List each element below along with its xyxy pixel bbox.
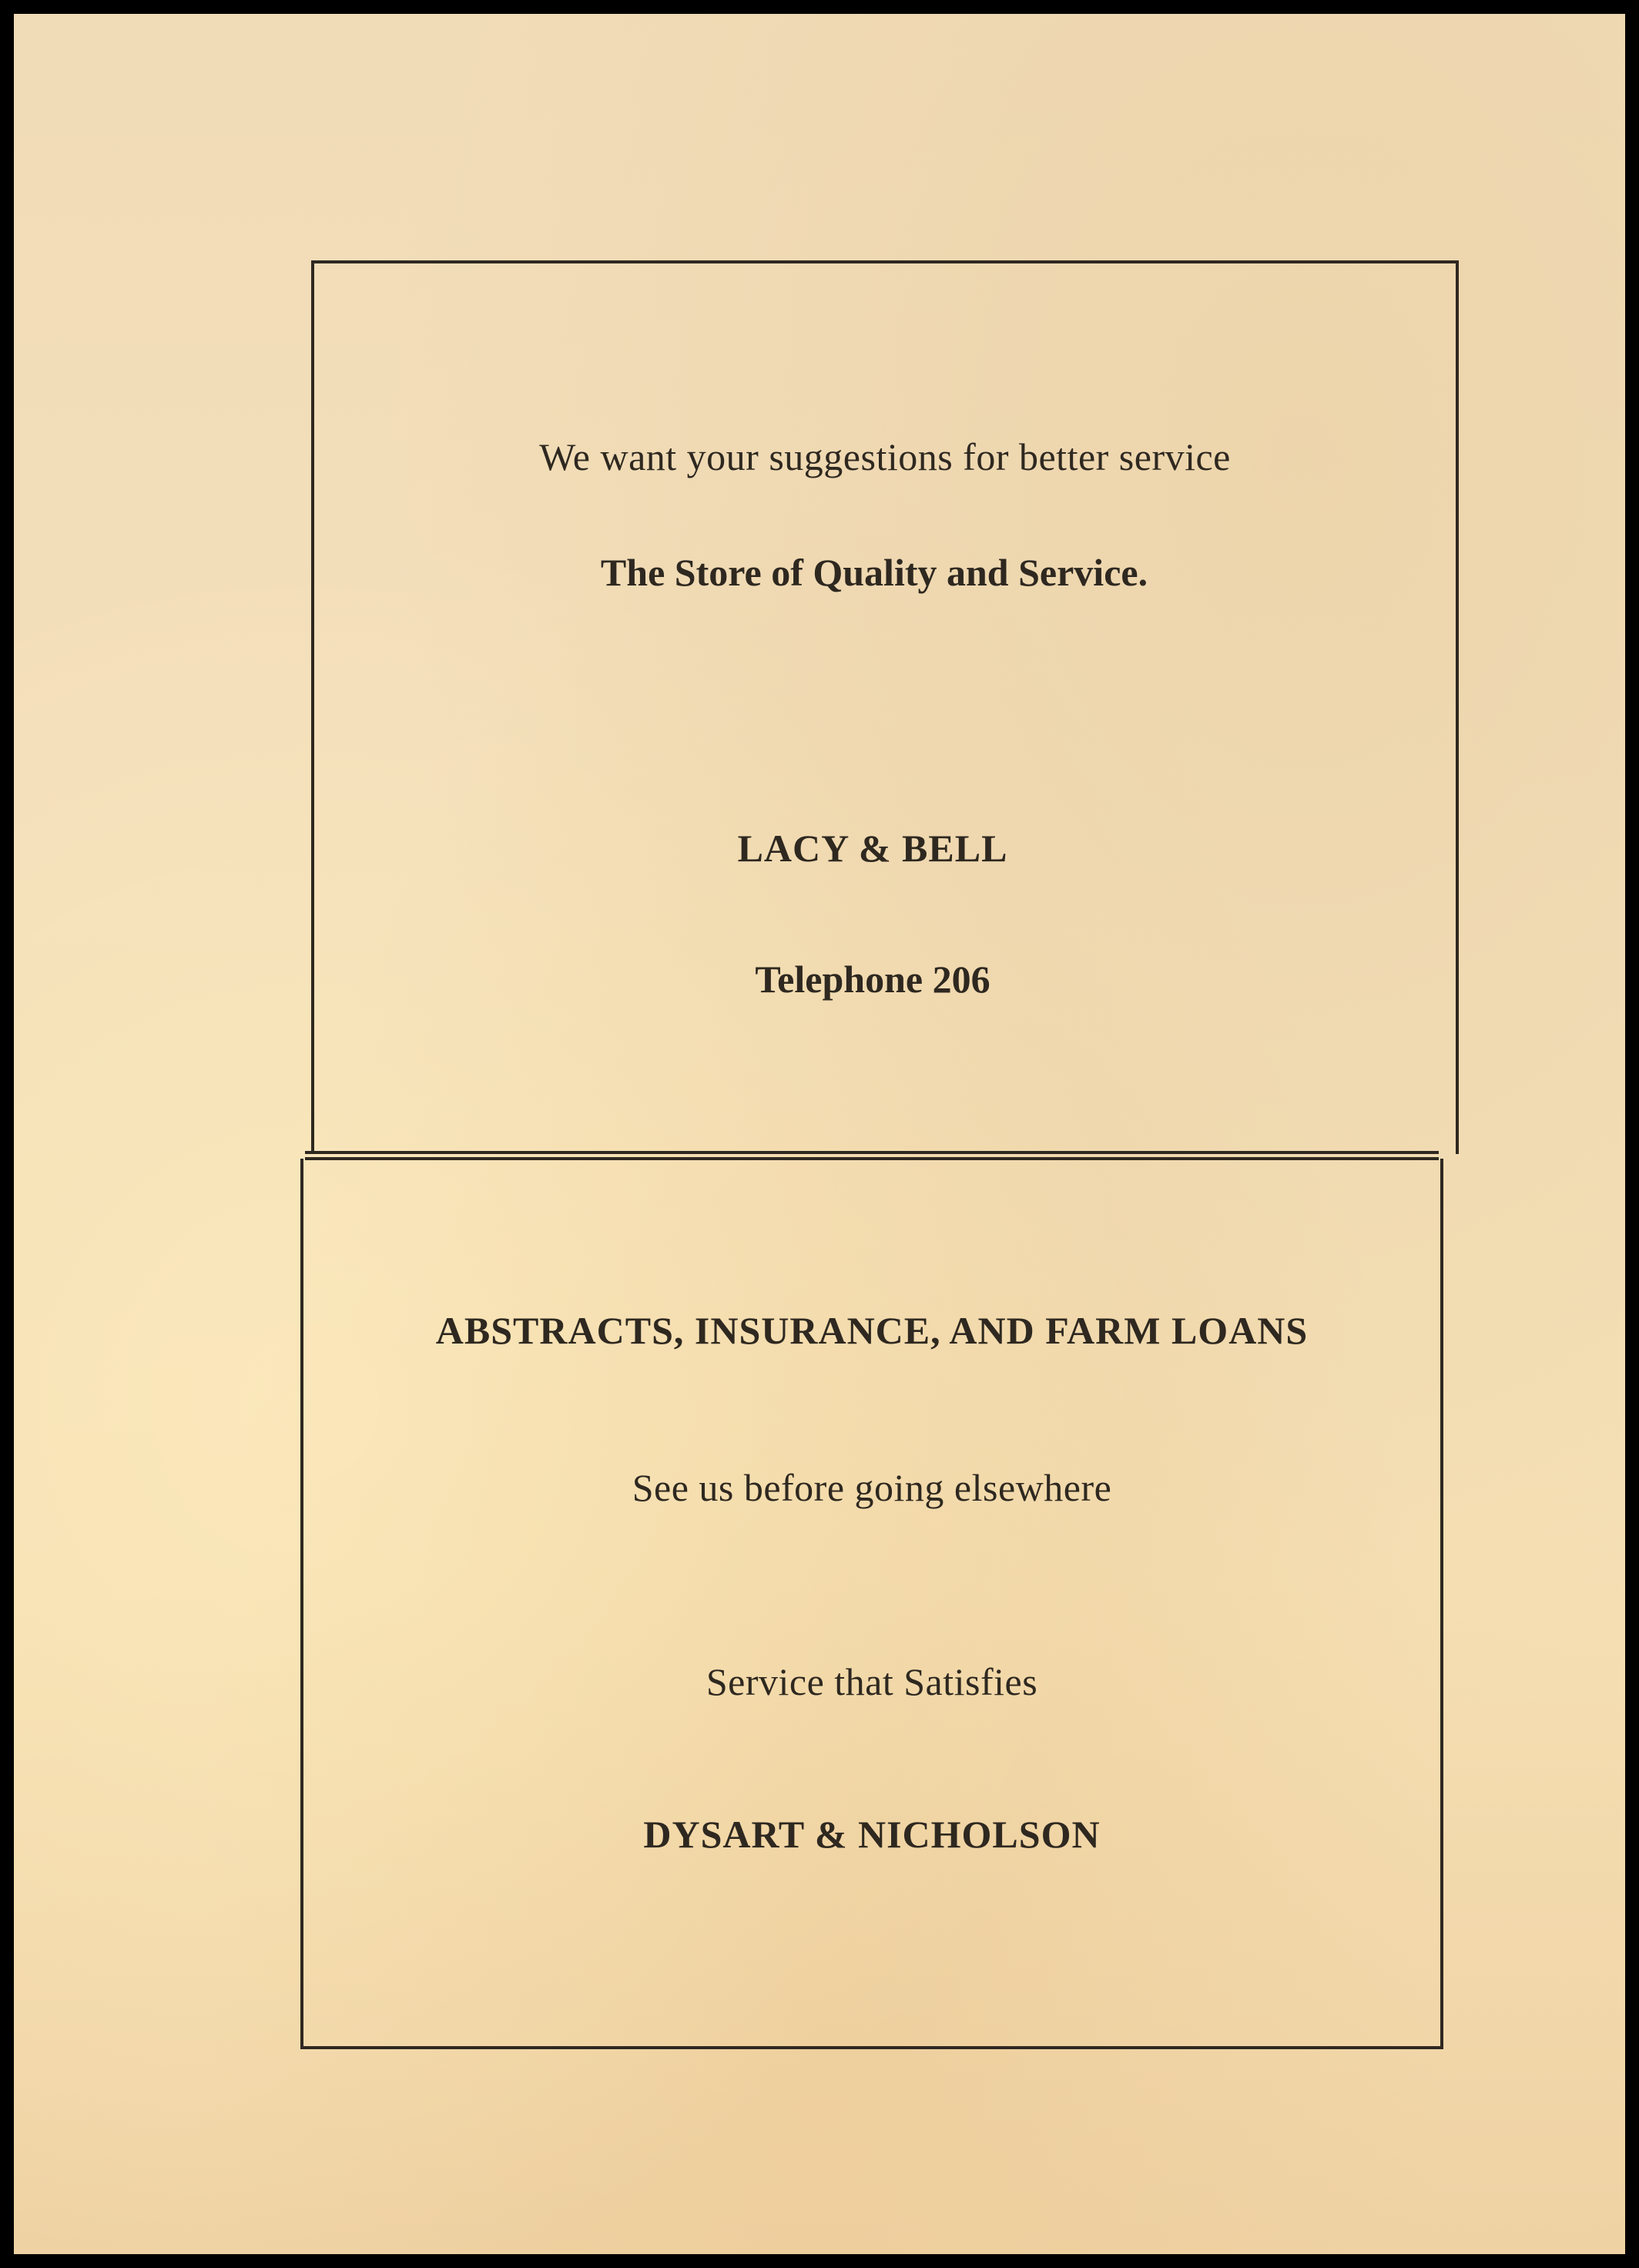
ad-lacy-bell — [311, 260, 1459, 1154]
document-page — [14, 14, 1625, 2254]
ad-store-tagline: The Store of Quality and Service. — [600, 551, 1148, 594]
ad-suggestions-line: We want your suggestions for better service — [539, 435, 1231, 478]
ad-service-tagline: Service that Satisfies — [706, 1660, 1038, 1703]
ad-firm-name-dysart-nicholson: DYSART & NICHOLSON — [643, 1813, 1101, 1856]
ad-services-headline: ABSTRACTS, INSURANCE, AND FARM LOANS — [435, 1309, 1309, 1352]
ad-see-us-line: See us before going elsewhere — [632, 1466, 1112, 1509]
ad-firm-name-lacy-bell: LACY & BELL — [737, 827, 1008, 870]
ad-dysart-nicholson — [300, 1159, 1443, 2049]
ad-telephone: Telephone 206 — [755, 958, 990, 1001]
